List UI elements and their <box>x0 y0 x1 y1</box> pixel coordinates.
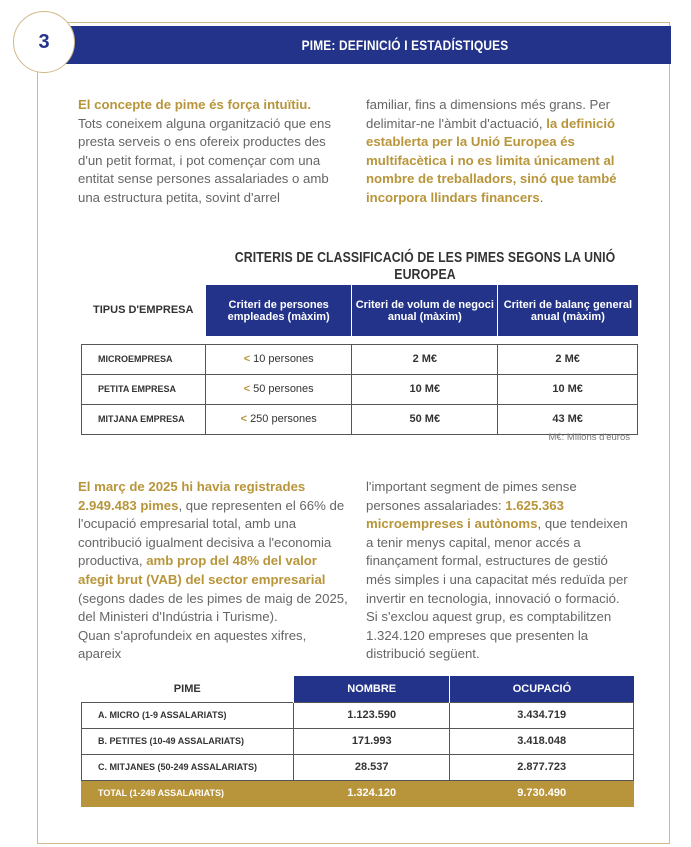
employees-value: 50 persones <box>253 383 314 395</box>
intro-highlight: la definició establerta per la Unió Europea és multifacètica i no es limita únicament al nombre de treballadors, sinó que també incorpora llindars financers <box>366 115 617 205</box>
criteria-header-employees: Criteri de persones empleades (màxim) <box>206 285 352 336</box>
stats-text-2: (segons dades de les pimes de maig de 2025, del Ministeri d'Indústria i Turisme). <box>78 590 348 625</box>
total-employment: 9.730.490 <box>450 780 634 806</box>
distribution-table <box>81 676 634 807</box>
criteria-table <box>81 285 638 435</box>
table-gap <box>82 336 638 344</box>
less-than-sign: < <box>243 353 251 365</box>
stats-highlight-2: amb prop del 48% del valor afegit brut (VAB) del sector empresarial <box>78 553 326 587</box>
stats-text-1: , que representen el 66% de l'ocupació empresarial total, amb una contribució igualment decisiva a l'economia productiva, <box>78 497 345 569</box>
row-count: 1.123.590 <box>294 702 450 728</box>
distribution-header-employment: OCUPACIÓ <box>450 676 634 702</box>
row-label: B. PETITES (10-49 ASSALARIATS) <box>82 728 294 754</box>
total-row <box>82 780 634 806</box>
row-employment: 3.418.048 <box>450 728 634 754</box>
criteria-header-turnover: Criteri de volum de negoci anual (màxim) <box>352 285 498 336</box>
intro-text-2a: familiar, fins a dimensions més grans. Per delimitar-ne l'àmbit d'actuació, <box>366 97 611 131</box>
intro-text-2b: . <box>539 189 544 205</box>
less-than-sign: < <box>240 413 248 425</box>
row-balance: 2 M€ <box>498 344 638 374</box>
intro-column-2 <box>366 96 628 208</box>
distribution-header-count: NOMBRE <box>294 676 450 702</box>
row-employees <box>206 344 352 374</box>
criteria-table-title: CRITERIS DE CLASSIFICACIÓ DE LES PIMES SEGONS LA UNIÓ EUROPEA <box>234 249 616 283</box>
criteria-corner-header: TIPUS D'EMPRESA <box>82 285 206 336</box>
stats-highlight-3: 1.625.363 microempreses i autònoms <box>366 497 564 532</box>
distribution-header-pime: PIME <box>82 676 294 702</box>
stats-column-1 <box>78 478 353 664</box>
table-row <box>82 344 638 374</box>
stats-text-3: Quan s'aprofundeix en aquestes xifres, apareix <box>78 627 307 662</box>
row-label: C. MITJANES (50-249 ASSALARIATS) <box>82 754 294 780</box>
row-type: PETITA EMPRESA <box>82 374 206 404</box>
stats-highlight-1: El març de 2025 hi havia registrades 2.949.483 pimes <box>78 479 306 513</box>
intro-lead: El concepte de pime és força intuïtiu. <box>78 97 312 112</box>
table-row <box>82 404 638 434</box>
row-employees <box>206 374 352 404</box>
page-number: 3 <box>38 30 50 53</box>
total-count: 1.324.120 <box>294 780 450 806</box>
row-type: MICROEMPRESA <box>82 344 206 374</box>
total-label: TOTAL (1-249 ASSALARIATS) <box>82 780 294 806</box>
row-turnover: 50 M€ <box>352 404 498 434</box>
employees-value: 10 persones <box>253 353 314 365</box>
table-row <box>82 754 634 780</box>
less-than-sign: < <box>243 383 251 395</box>
page-title: PIME: DEFINICIÓ I ESTADÍSTIQUES <box>301 37 509 53</box>
table-row <box>82 728 634 754</box>
distribution-header-row <box>82 676 634 702</box>
criteria-header-row <box>82 285 638 336</box>
row-employment: 2.877.723 <box>450 754 634 780</box>
stats-text-4: l'important segment de pimes sense persones assalariades: <box>366 479 577 513</box>
row-count: 171.993 <box>294 728 450 754</box>
row-turnover: 2 M€ <box>352 344 498 374</box>
row-turnover: 10 M€ <box>352 374 498 404</box>
page-number-badge <box>13 11 75 73</box>
row-balance: 10 M€ <box>498 374 638 404</box>
stats-text-5: , que tendeixen a tenir menys capital, menor accés a finançament formal, estructures de gestió més simples i una capacitat més reduïda per invertir en tecnologia, innovació o formació. Si s'exclou aquest grup, es comptabilitzen 1.324.120 empreses que presenten la distribució següent. <box>366 516 628 662</box>
stats-column-2 <box>366 478 634 664</box>
criteria-header-balance: Criteri de balanç general anual (màxim) <box>498 285 638 336</box>
row-balance: 43 M€ <box>498 404 638 434</box>
row-employment: 3.434.719 <box>450 702 634 728</box>
row-label: A. MICRO (1-9 ASSALARIATS) <box>82 702 294 728</box>
table-row <box>82 374 638 404</box>
intro-text-1: Tots coneixem alguna organització que ens presta serveis o ens ofereix productes des d'un petit format, i pot començar com una entitat sense persones assalariades o amb una estructura petita, sovint d'arrel <box>78 115 331 205</box>
table-row <box>82 702 634 728</box>
row-count: 28.537 <box>294 754 450 780</box>
intro-column-1 <box>78 96 340 208</box>
row-type: MITJANA EMPRESA <box>82 404 206 434</box>
row-employees <box>206 404 352 434</box>
currency-note: M€: Milions d'euros <box>548 432 630 443</box>
employees-value: 250 persones <box>250 413 317 425</box>
